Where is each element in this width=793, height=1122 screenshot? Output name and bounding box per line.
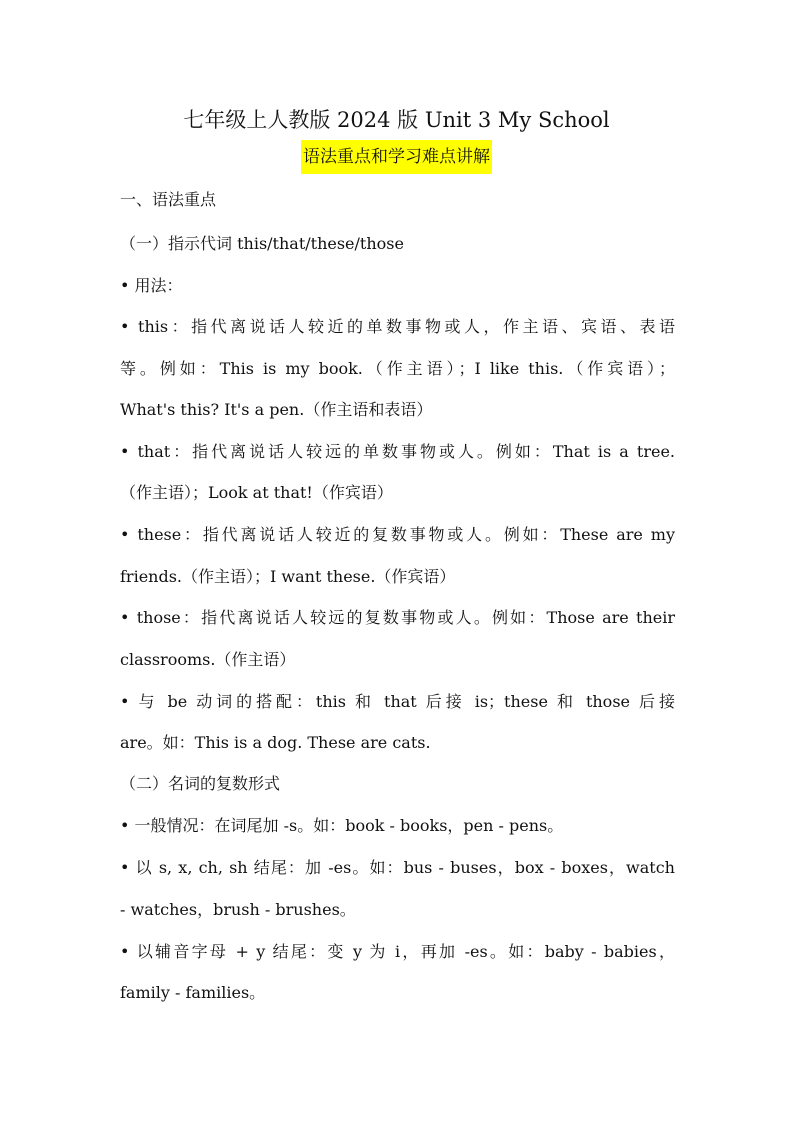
paragraph-line: • 以辅音字母 + y 结尾：变 y 为 i，再加 -es。如：baby - babies， (120, 942, 675, 961)
paragraph-line: • these：指代离说话人较近的复数事物或人。例如：These are my (120, 525, 675, 544)
paragraph-line: What's this? It's a pen.（作主语和表语） (120, 400, 433, 419)
paragraph-line: • that：指代离说话人较远的单数事物或人。例如：That is a tree. (120, 442, 675, 461)
paragraph-line: - watches，brush - brushes。 (120, 900, 356, 919)
section-heading-grammar: 一、语法重点 (120, 190, 217, 209)
paragraph-line: classrooms.（作主语） (120, 650, 296, 669)
paragraph-line: • 以 s, x, ch, sh 结尾：加 -es。如：bus - buses，box - boxes，watch (120, 858, 675, 877)
paragraph-line: • 一般情况：在词尾加 -s。如：book - books，pen - pens。 (120, 816, 564, 835)
highlighted-subtitle: 语法重点和学习难点讲解 (301, 140, 492, 174)
paragraph-line: 等。例如：This is my book.（作主语）；I like this.（作宾语）； (120, 359, 675, 378)
subsection-heading-demonstratives: （一）指示代词 this/that/these/those (120, 234, 404, 253)
subsection-heading-plurals: （二）名词的复数形式 (120, 774, 281, 793)
paragraph-line: • 与 be 动词的搭配：this 和 that 后接 is；these 和 those 后接 (120, 692, 675, 711)
usage-label: • 用法： (120, 276, 183, 295)
document-title: 七年级上人教版 2024 版 Unit 3 My School (183, 108, 610, 132)
paragraph-line: （作主语）；Look at that!（作宾语） (120, 483, 393, 502)
paragraph-line: are。如：This is a dog. These are cats. (120, 733, 431, 752)
paragraph-line: • this：指代离说话人较近的单数事物或人，作主语、宾语、表语 (120, 317, 675, 336)
paragraph-line: • those：指代离说话人较远的复数事物或人。例如：Those are their (120, 608, 675, 627)
paragraph-line: friends.（作主语）；I want these.（作宾语） (120, 567, 456, 586)
subtitle-container (0, 140, 793, 174)
paragraph-line: family - families。 (120, 983, 266, 1002)
